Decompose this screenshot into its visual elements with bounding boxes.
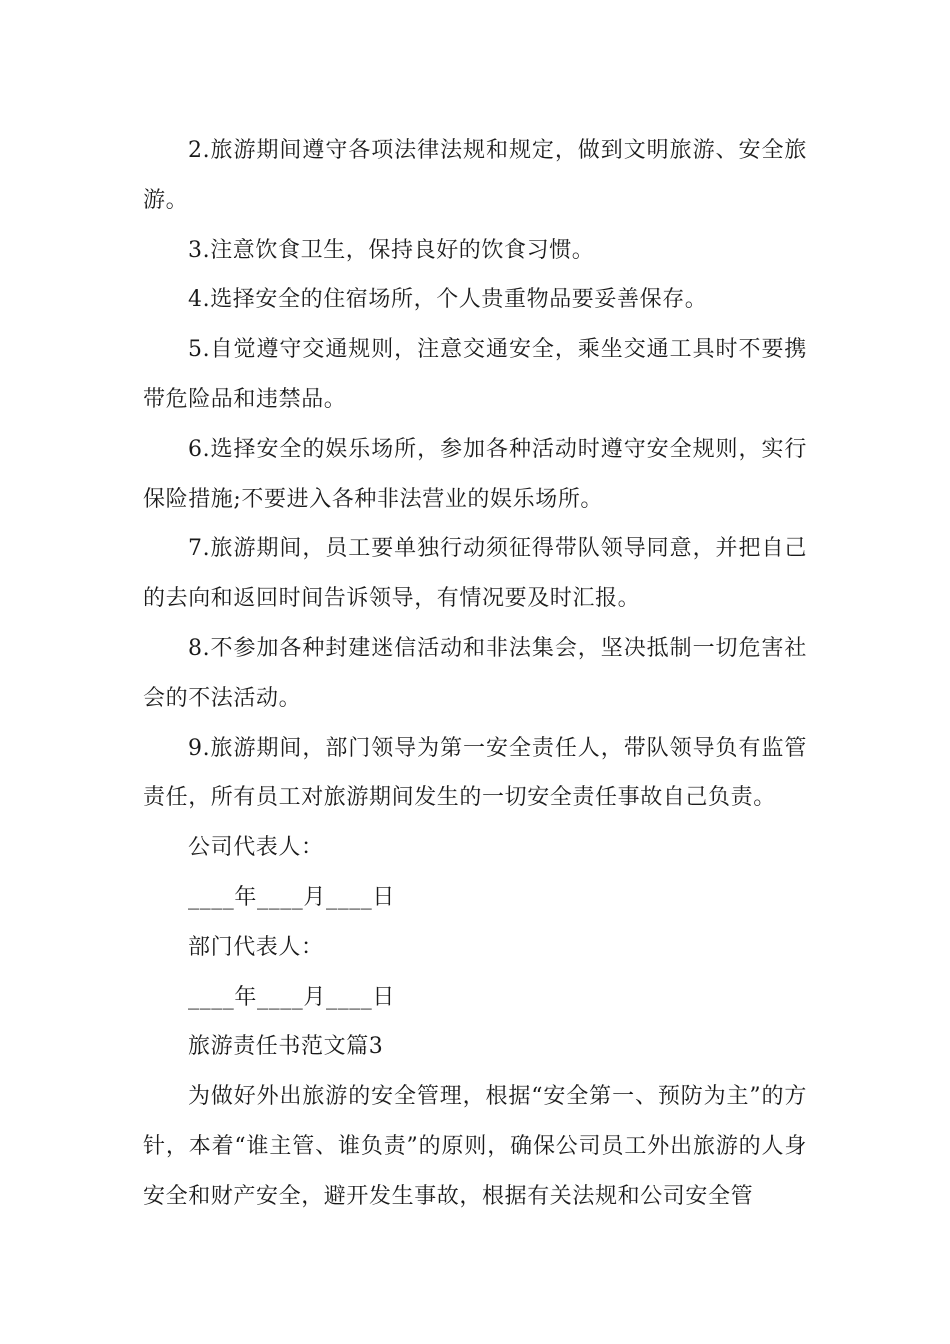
paragraph-item-8: 8.不参加各种封建迷信活动和非法集会，坚决抵制一切危害社会的不法活动。	[143, 635, 807, 711]
paragraph-item-6: 6.选择安全的娱乐场所，参加各种活动时遵守安全规则，实行保险措施;不要进入各种非法营业的娱乐场所。	[143, 436, 807, 512]
company-representative-label: 公司代表人：	[188, 835, 324, 861]
section-heading: 旅游责任书范文篇3	[188, 1034, 384, 1060]
document-body	[143, 126, 807, 1222]
paragraph-item-7: 7.旅游期间，员工要单独行动须征得带队领导同意，并把自己的去向和返回时间告诉领导，有情况要及时汇报。	[143, 536, 807, 612]
paragraph-item-3: 3.注意饮食卫生，保持良好的饮食习惯。	[188, 237, 595, 263]
paragraph-item-2: 2.旅游期间遵守各项法律法规和规定，做到文明旅游、安全旅游。	[143, 138, 807, 213]
paragraph-item-9: 9.旅游期间，部门领导为第一安全责任人，带队领导负有监管责任，所有员工对旅游期间发生的一切安全责任事故自己负责。	[143, 735, 807, 811]
department-date-line: ____年____月____日	[188, 984, 396, 1010]
intro-paragraph: 为做好外出旅游的安全管理，根据“安全第一、预防为主”的方针，本着“谁主管、谁负责”的原则，确保公司员工外出旅游的人身安全和财产安全，避开发生事故，根据有关法规和公司安全管	[143, 1084, 807, 1209]
company-date-line: ____年____月____日	[188, 884, 396, 910]
paragraph-item-5: 5.自觉遵守交通规则，注意交通安全，乘坐交通工具时不要携带危险品和违禁品。	[143, 337, 807, 412]
paragraph-item-4: 4.选择安全的住宿场所，个人贵重物品要妥善保存。	[188, 287, 708, 313]
department-representative-label: 部门代表人：	[188, 934, 324, 960]
